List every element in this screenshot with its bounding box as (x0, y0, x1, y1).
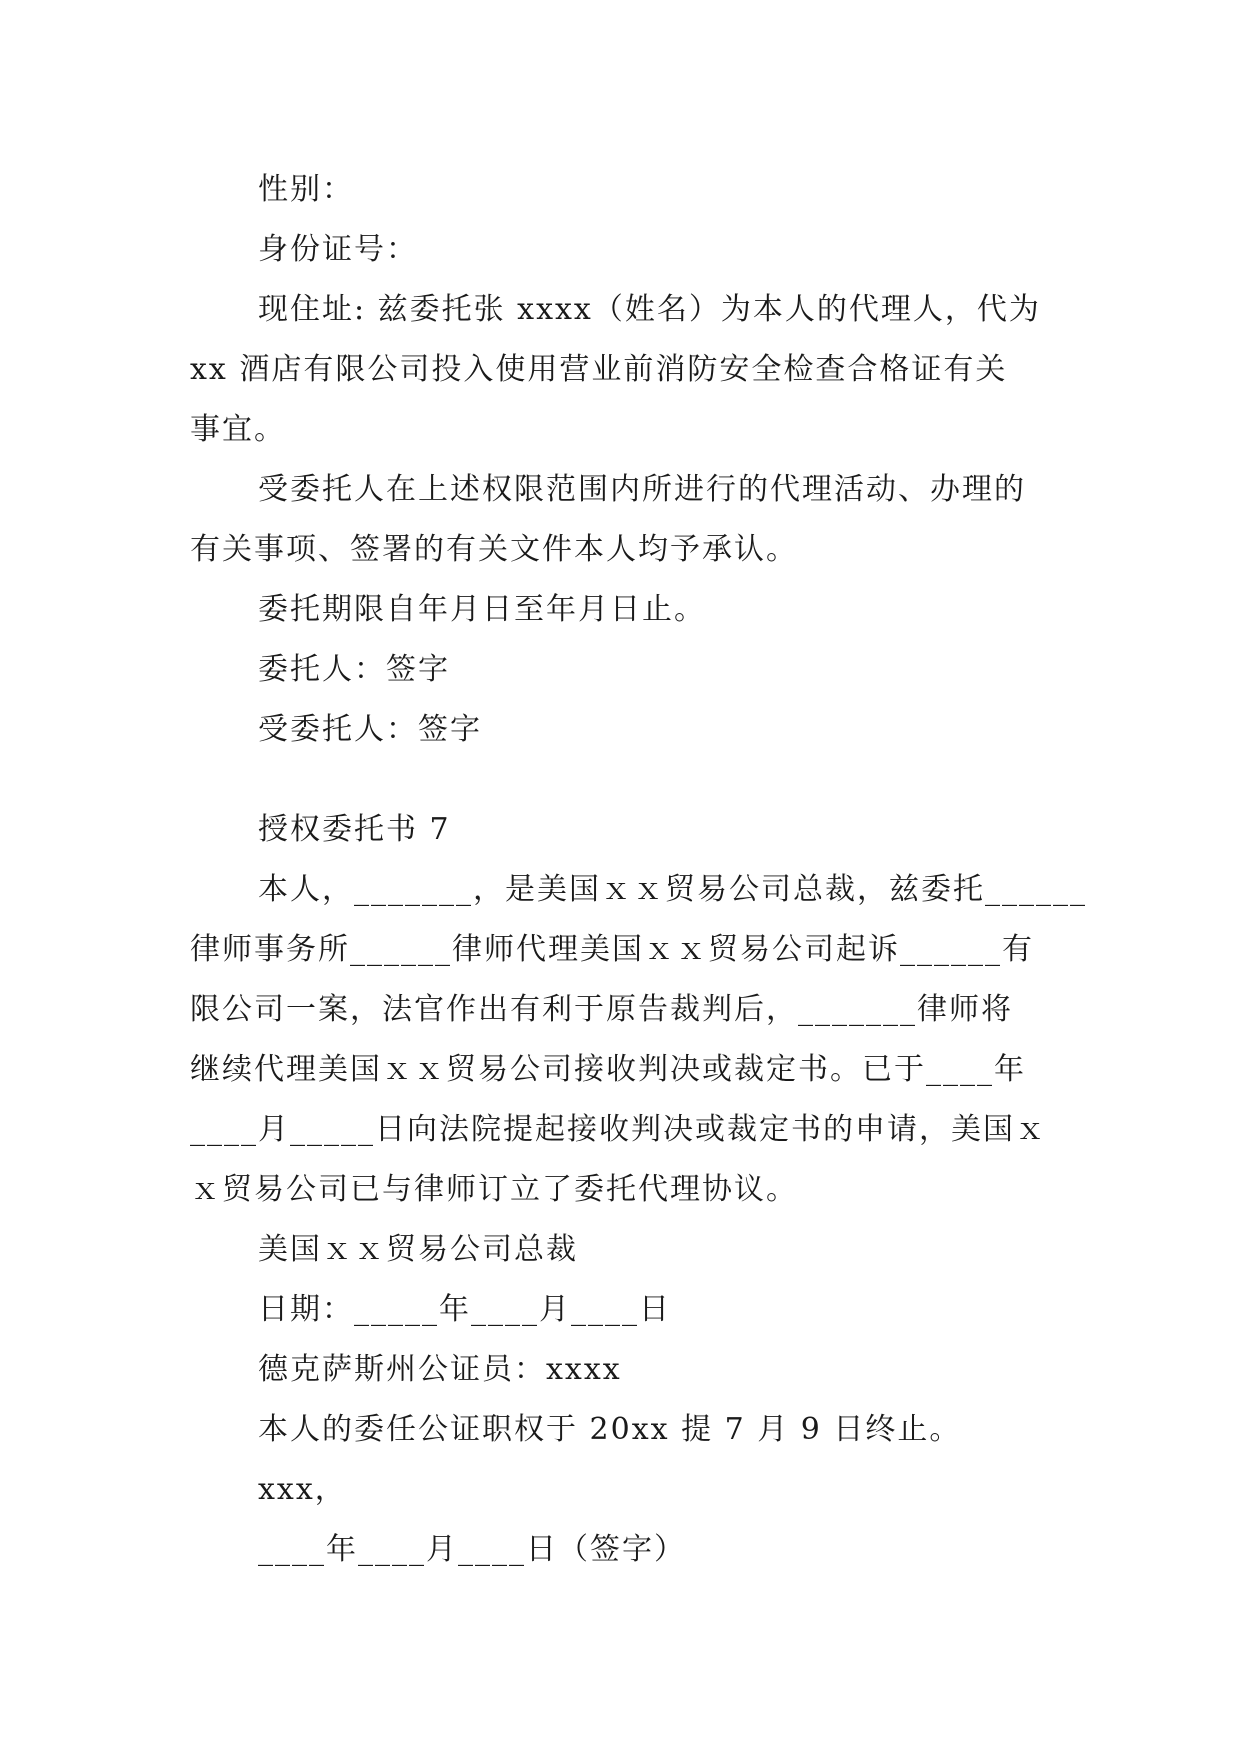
address-paragraph-line-3: 事宜。 (190, 412, 286, 447)
signature-date-line: ____年____月____日（签字） (258, 1532, 686, 1567)
section-gap (190, 760, 1060, 800)
authorization-paragraph-line-1: 本人，_______，是美国ｘｘ贸易公司总裁，兹委托______ (258, 872, 1087, 907)
id-number-field: 身份证号： (258, 232, 418, 267)
president-line: 美国ｘｘ贸易公司总裁 (258, 1232, 578, 1267)
authorization-paragraph-line-4: 继续代理美国ｘｘ贸易公司接收判决或裁定书。已于____年 (190, 1052, 1026, 1087)
notary-term-line: 本人的委任公证职权于 20xx 提 7 月 9 日终止。 (258, 1412, 962, 1447)
authorization-paragraph-line-5: ____月_____日向法院提起接收判决或裁定书的申请，美国ｘ (190, 1112, 1047, 1147)
gender-field: 性别： (258, 172, 354, 207)
authorization-paragraph-line-3: 限公司一案，法官作出有利于原告裁判后，_______律师将 (190, 992, 1013, 1027)
authorization-paragraph-line-6: ｘ贸易公司已与律师订立了委托代理协议。 (190, 1172, 798, 1207)
document-body (190, 160, 1087, 1580)
scope-paragraph-line-1: 受委托人在上述权限范围内所进行的代理活动、办理的 (258, 472, 1026, 507)
notary-line: 德克萨斯州公证员：xxxx (258, 1352, 622, 1387)
address-paragraph-line-2: xx 酒店有限公司投入使用营业前消防安全检查合格证有关 (190, 352, 1008, 387)
agent-signature-line: 受委托人：签字 (258, 712, 482, 747)
authorization-paragraph-line-2: 律师事务所______律师代理美国ｘｘ贸易公司起诉______有 (190, 932, 1034, 967)
term-line: 委托期限自年月日至年月日止。 (258, 592, 706, 627)
date-line: 日期：_____年____月____日 (258, 1292, 671, 1327)
section-title: 授权委托书 7 (258, 812, 451, 847)
scope-paragraph-line-2: 有关事项、签署的有关文件本人均予承认。 (190, 532, 798, 567)
signature-name-line: xxx， (258, 1472, 347, 1507)
address-paragraph-line-1: 现住址: 兹委托张 xxxx（姓名）为本人的代理人，代为 (258, 292, 1041, 327)
principal-signature-line: 委托人：签字 (258, 652, 450, 687)
